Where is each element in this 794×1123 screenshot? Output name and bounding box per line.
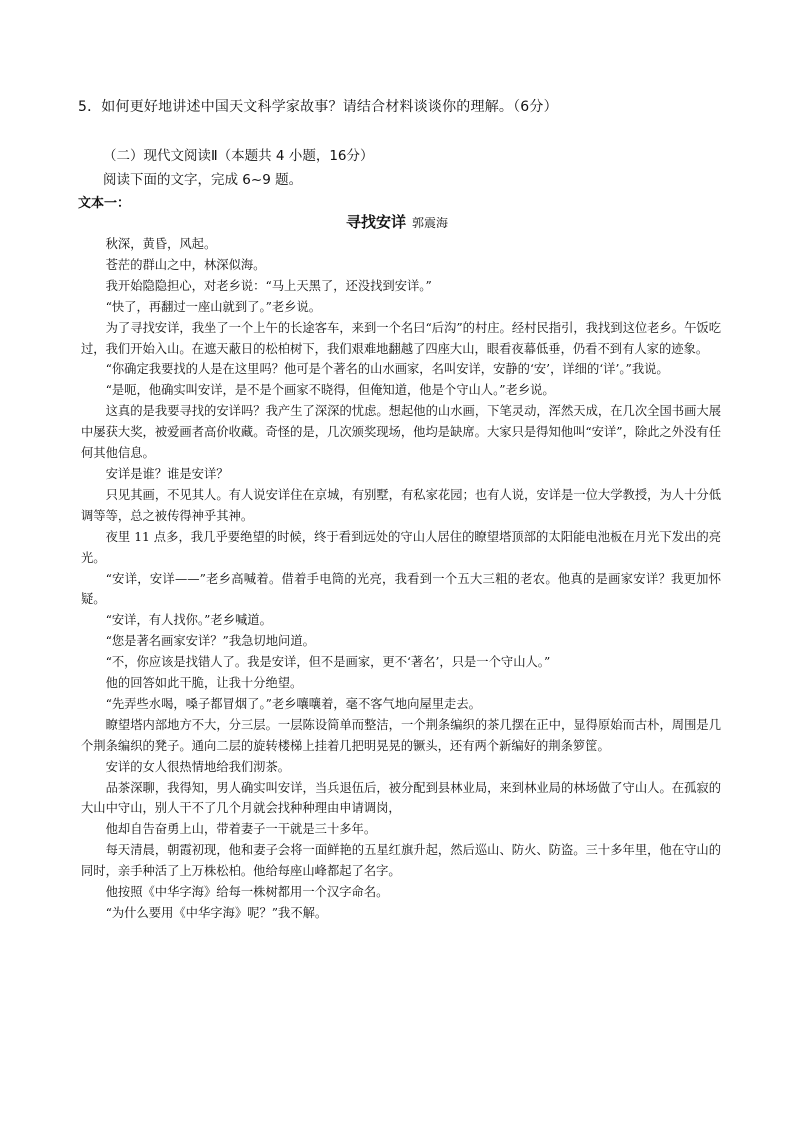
paragraph: 每天清晨，朝霞初现，他和妻子会将一面鲜艳的五星红旗升起，然后巡山、防火、防盗。三十多年里，他在守山的同时，亲手种活了上万株松柏。他给每座山峰都起了名字。 [81, 843, 721, 879]
paragraph: 为了寻找安详，我坐了一个上午的长途客车，来到一个名曰“后沟”的村庄。经村民指引，我找到这位老乡。午饭吃过，我们开始入山。在遮天蔽日的松柏树下，我们艰难地翻越了四座大山，眼看夜幕低垂，仍看不到有人家的迹象。 [81, 320, 721, 356]
paragraph: 我开始隐隐担心，对老乡说：“马上天黑了，还没找到安详。” [105, 278, 432, 293]
paragraph: 安详的女人很热情地给我们沏茶。 [105, 759, 291, 774]
paragraph: “是呃，他确实叫安详，是不是个画家不晓得，但俺知道，他是个守山人。”老乡说。 [105, 383, 555, 398]
paragraph: 秋深，黄昏，风起。 [105, 237, 217, 251]
paragraph: 这真的是我要寻找的安详吗？我产生了深深的忧虑。想起他的山水画，下笔灵动，浑然天成，在几次全国书画大展中屡获大奖，被爱画者高价收藏。奇怪的是，几次颁奖现场，他均是缺席。大家只是得知他叫“安详”，除此之外没有任何其他信息。 [81, 404, 721, 461]
paragraph: “安详，安详——”老乡高喊着。借着手电筒的光亮，我看到一个五大三粗的老农。他真的是画家安详？我更加怀疑。 [81, 571, 721, 607]
paragraph: “安详，有人找你。”老乡喊道。 [105, 613, 272, 628]
paragraph: “为什么要用《中华字海》呢？”我不解。 [105, 906, 328, 920]
paragraph: 只见其画，不见其人。有人说安详住在京城，有别墅，有私家花园；也有人说，安详是一位大学教授，为人十分低调等等，总之被传得神乎其神。 [81, 487, 721, 523]
paragraph: 瞭望塔内部地方不大，分三层。一层陈设简单而整洁，一个荆条编织的茶几摆在正中，显得原始而古朴，周围是几个荆条编织的凳子。通向二层的旋转楼梯上挂着几把明晃晃的镢头，还有两个新编好的荆条箩筐。 [81, 717, 721, 753]
paragraph: “你确定我要找的人是在这里吗？他可是个著名的山水画家，名叫安详，安静的‘安’，详细的‘详’。”我说。 [105, 362, 669, 377]
paragraph: 他按照《中华字海》给每一株树都用一个汉字命名。 [105, 885, 389, 900]
article-body [81, 234, 721, 924]
article-author: 郭震海 [412, 216, 449, 230]
reading-instruction: 阅读下面的文字，完成 6~9 题。 [103, 172, 303, 188]
paragraph: “不，你应该是找错人了。我是安详，但不是画家，更不‘著名’，只是一个守山人。” [105, 655, 551, 670]
title-line [0, 211, 794, 232]
paragraph: 他的回答如此干脆，让我十分绝望。 [105, 676, 303, 691]
paragraph: “快了，再翻过一座山就到了。”老乡说。 [105, 299, 322, 314]
paragraph: 夜里 11 点多，我几乎要绝望的时候，终于看到远处的守山人居住的瞭望塔顶部的太阳能电池板在月光下发出的亮光。 [81, 529, 721, 565]
paragraph: 品茶深聊，我得知，男人确实叫安详，当兵退伍后，被分配到县林业局，来到林业局的林场做了守山人。在孤寂的大山中守山，别人干不了几个月就会找种种理由申请调岗， [81, 780, 721, 816]
text-label: 文本一： [78, 196, 131, 211]
paragraph: 他却自告奋勇上山，带着妻子一干就是三十多年。 [105, 822, 377, 837]
question-5: 5．如何更好地讲述中国天文科学家故事？请结合材料谈谈你的理解。（6分） [78, 99, 558, 115]
article-title: 寻找安详 [345, 213, 406, 231]
paragraph: 苍茫的群山之中，林深似海。 [105, 257, 266, 272]
section-heading: （二）现代文阅读Ⅱ（本题共 4 小题，16分） [103, 148, 374, 164]
paragraph: “先弄些水喝，嗓子都冒烟了。”老乡嚷嚷着，毫不客气地向屋里走去。 [105, 696, 481, 711]
paragraph: 安详是谁？谁是安详？ [105, 466, 229, 481]
paragraph: “您是著名画家安详？”我急切地问道。 [105, 634, 315, 649]
